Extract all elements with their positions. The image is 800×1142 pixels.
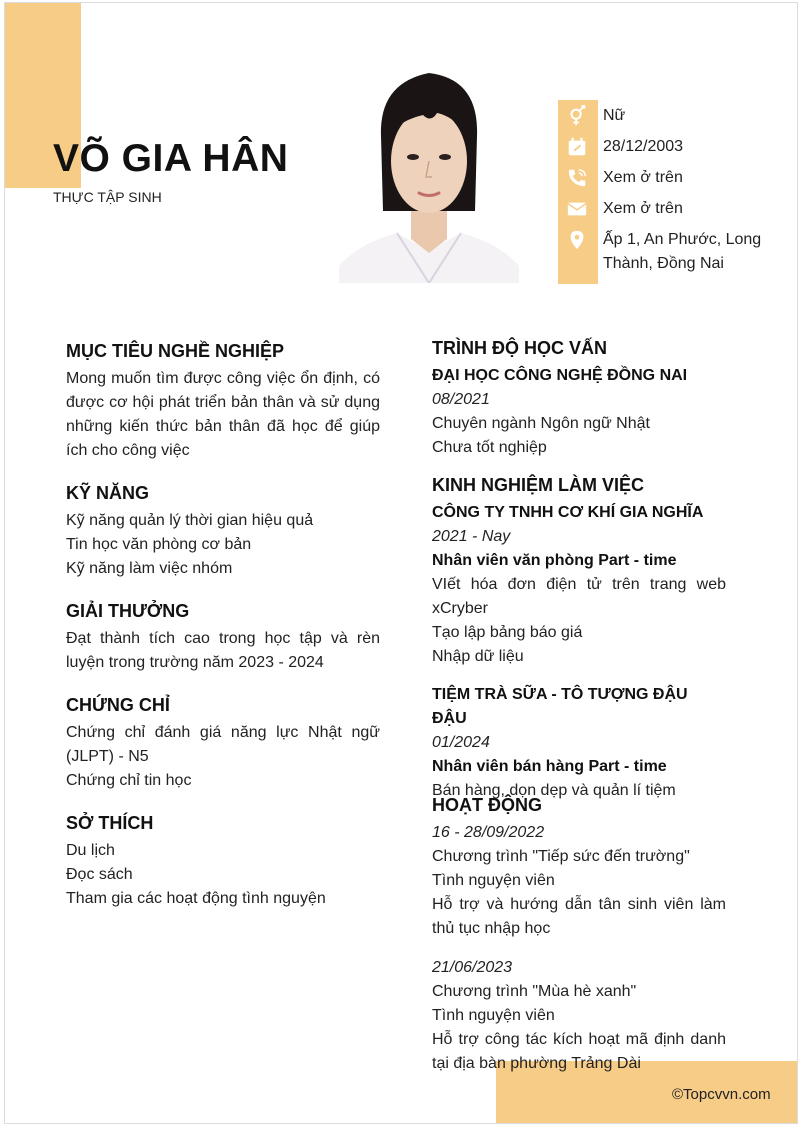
activities-section	[432, 793, 726, 1076]
activity-description: Hỗ trợ và hướng dẫn tân sinh viên làm thủ tục nhập học	[432, 896, 726, 937]
activity-date: 16 - 28/09/2022	[432, 824, 545, 841]
skills-section	[66, 481, 380, 581]
job-position: Nhân viên bán hàng Part - time	[432, 758, 667, 775]
job-task: VIết hóa đơn điện tử trên trang web xCryber	[432, 576, 726, 617]
education-section	[432, 336, 726, 460]
awards-text: Đạt thành tích cao trong học tập và rèn luyện trong trường năm 2023 - 2024	[66, 630, 380, 671]
activity-description: Hỗ trợ công tác kích hoạt mã định danh tại địa bàn phường Trảng Dài	[432, 1031, 726, 1072]
education-status: Chưa tốt nghiệp	[432, 439, 547, 456]
contact-phone: Xem ở trên	[603, 169, 683, 186]
hobbies-section	[66, 811, 380, 911]
skills-title: KỸ NĂNG	[66, 483, 150, 503]
objective-text: Mong muốn tìm được công việc ổn định, có được cơ hội phát triển bản thân và sử dụng những kiến thức bản thân đã học để giúp ích cho công việc	[66, 370, 380, 459]
contact-email: Xem ở trên	[603, 200, 683, 217]
company-name: TIỆM TRÀ SỮA - TÔ TƯỢNG ĐẬU ĐẬU	[432, 686, 688, 727]
hobby-item: Đọc sách	[66, 866, 133, 883]
activity-role: Tình nguyện viên	[432, 1007, 555, 1024]
job-date: 01/2024	[432, 734, 490, 751]
hobby-item: Du lịch	[66, 842, 115, 859]
cv-page	[4, 2, 798, 1124]
activity-program: Chương trình "Mùa hè xanh"	[432, 983, 637, 1000]
skill-item: Kỹ năng làm việc nhóm	[66, 560, 233, 577]
objective-section	[66, 339, 380, 463]
school-name: ĐẠI HỌC CÔNG NGHỆ ĐỒNG NAI	[432, 367, 688, 384]
activities-title: HOẠT ĐỘNG	[432, 795, 542, 815]
contact-gender: Nữ	[603, 107, 626, 124]
activity-program: Chương trình "Tiếp sức đến trường"	[432, 848, 690, 865]
phone-icon	[563, 166, 591, 190]
job-date: 2021 - Nay	[432, 528, 511, 545]
education-major: Chuyên ngành Ngôn ngữ Nhật	[432, 415, 650, 432]
activity-date: 21/06/2023	[432, 959, 513, 976]
candidate-role: THỰC TẬP SINH	[53, 189, 162, 205]
location-icon	[563, 228, 591, 252]
company-name: CÔNG TY TNHH CƠ KHÍ GIA NGHĨA	[432, 504, 704, 521]
skill-item: Kỹ năng quản lý thời gian hiệu quả	[66, 512, 314, 529]
education-date: 08/2021	[432, 391, 490, 408]
job-task: Nhập dữ liệu	[432, 648, 524, 665]
job-task: Tạo lập bảng báo giá	[432, 624, 583, 641]
certificates-section	[66, 693, 380, 793]
experience-title: KINH NGHIỆM LÀM VIỆC	[432, 475, 645, 495]
skill-item: Tin học văn phòng cơ bản	[66, 536, 252, 553]
job-position: Nhân viên văn phòng Part - time	[432, 552, 677, 569]
experience-section	[432, 473, 726, 803]
profile-photo	[339, 61, 519, 283]
hobby-item: Tham gia các hoạt động tình nguyện	[66, 890, 326, 907]
certificates-title: CHỨNG CHỈ	[66, 695, 170, 715]
job-task: Bán hàng, dọn dẹp và quản lí tiệm	[432, 782, 676, 799]
calendar-icon	[563, 135, 591, 159]
gender-icon	[563, 104, 591, 128]
candidate-name: VÕ GIA HÂN	[53, 137, 289, 180]
certificate-item: Chứng chỉ đánh giá năng lực Nhật ngữ (JLPT) - N5	[66, 724, 380, 765]
activity-role: Tình nguyện viên	[432, 872, 555, 889]
hobbies-title: SỞ THÍCH	[66, 813, 154, 833]
contact-birthdate: 28/12/2003	[603, 138, 684, 155]
certificate-item: Chứng chỉ tin học	[66, 772, 192, 789]
footer-credit: ©Topcvvn.com	[672, 1086, 771, 1103]
awards-section	[66, 599, 380, 675]
contact-address: Ấp 1, An Phước, Long Thành, Đồng Nai	[603, 231, 762, 272]
education-title: TRÌNH ĐỘ HỌC VẤN	[432, 338, 607, 358]
objective-title: MỤC TIÊU NGHỀ NGHIỆP	[66, 341, 285, 361]
awards-title: GIẢI THƯỞNG	[66, 601, 190, 621]
mail-icon	[563, 197, 591, 221]
